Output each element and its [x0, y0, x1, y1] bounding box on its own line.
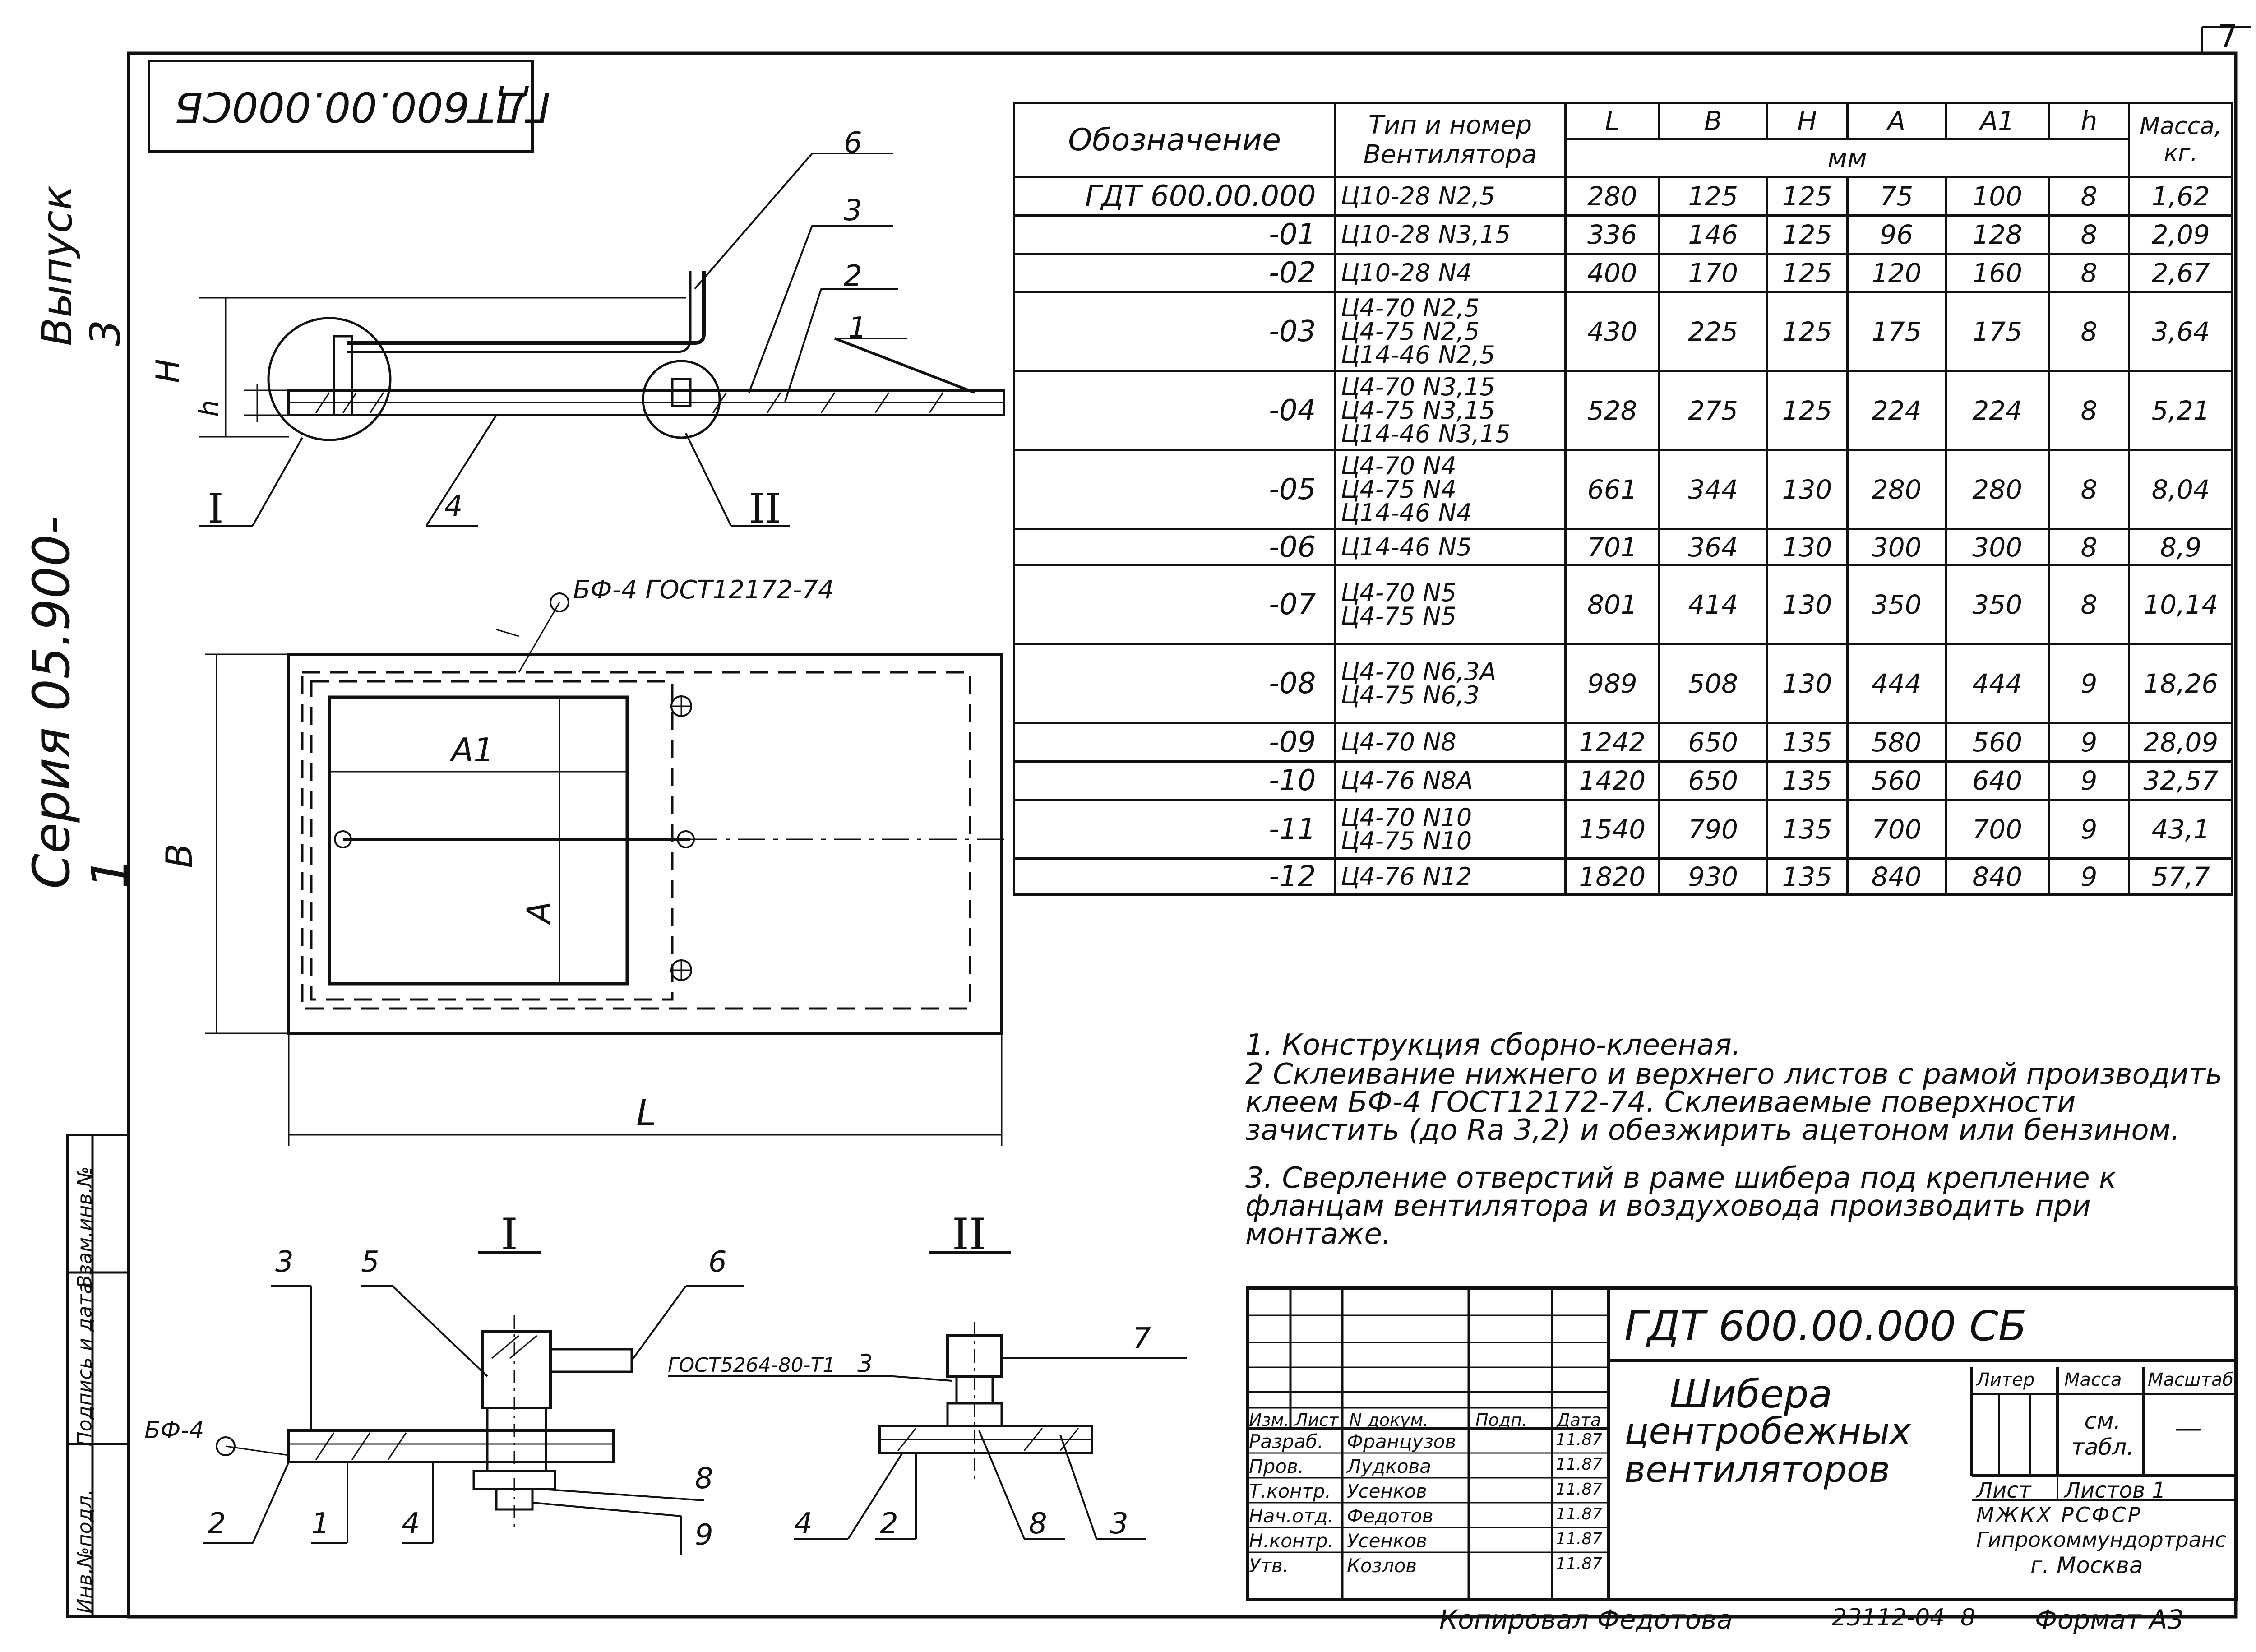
leader-2: 2 — [844, 259, 862, 293]
tb-mass-value: см. табл. — [2071, 1408, 2134, 1460]
cell-mass: 5,21 — [2129, 371, 2233, 450]
detail-II-label-3: 3 — [1110, 1507, 1128, 1541]
cell-designation: -08 — [1014, 644, 1335, 723]
tb-scale-value: — — [2175, 1412, 2202, 1444]
cell-H: 130 — [1767, 644, 1847, 723]
cell-A: 444 — [1847, 644, 1946, 723]
cell-mass: 32,57 — [2129, 762, 2233, 800]
dim-label-B: B — [158, 843, 200, 868]
cell-H: 125 — [1767, 216, 1847, 254]
tb-name: Лудкова — [1347, 1455, 1432, 1477]
th-designation: Обозначение — [1014, 103, 1335, 177]
cell-L: 1420 — [1565, 762, 1659, 800]
cell-A1: 128 — [1946, 216, 2048, 254]
cell-A: 300 — [1847, 529, 1946, 565]
cell-h: 8 — [2049, 254, 2129, 292]
cell-mass: 3,64 — [2129, 292, 2233, 371]
title-line-3: вентиляторов — [1624, 1448, 1890, 1490]
cell-L: 989 — [1565, 644, 1659, 723]
cell-h: 9 — [2049, 762, 2129, 800]
cell-B: 650 — [1659, 762, 1767, 800]
detail-II-label-2: 2 — [880, 1507, 898, 1541]
tb-org-2: Гипрокоммундортранс — [1976, 1527, 2227, 1552]
tb-head-izm: Изм. — [1249, 1410, 1290, 1430]
cell-mass: 1,62 — [2129, 177, 2233, 216]
tb-org-1: МЖКХ РСФСР — [1976, 1503, 2142, 1527]
cell-H: 130 — [1767, 450, 1847, 529]
tb-sheets: Листов 1 — [2064, 1478, 2166, 1503]
cell-L: 1820 — [1565, 859, 1659, 895]
tb-liter: Литер — [1976, 1370, 2035, 1390]
cell-B: 225 — [1659, 292, 1767, 371]
tb-name: Усенков — [1347, 1530, 1427, 1552]
cell-A: 175 — [1847, 292, 1946, 371]
note-2: 2 Склеивание нижнего и верхнего листов с рамой производить клеем БФ-4 ГОСТ12172-74. Склеиваемые поверхности зачистить (до Ra 3,2) и обезжирить ацетоном или бензином. — [1245, 1058, 2223, 1147]
fan-type-line: Ц4-70 N3,15 — [1341, 373, 1495, 401]
cell-designation: -06 — [1014, 529, 1335, 565]
fan-type-line: Ц4-75 N10 — [1341, 826, 1472, 855]
detail-II-title: II — [952, 1209, 986, 1260]
cell-h: 8 — [2049, 529, 2129, 565]
stamp-label-repl: Взам.инв.№ — [73, 1166, 97, 1289]
dim-label-H: H — [149, 358, 187, 384]
cell-designation: ГДТ 600.00.000 — [1014, 177, 1335, 216]
fan-type-line: Ц14-46 N2,5 — [1341, 341, 1495, 369]
fan-type-line: Ц4-70 N10 — [1341, 803, 1472, 832]
cell-B: 170 — [1659, 254, 1767, 292]
cell-h: 8 — [2049, 292, 2129, 371]
cell-H: 135 — [1767, 859, 1847, 895]
cell-H: 135 — [1767, 800, 1847, 859]
cell-mass: 43,1 — [2129, 800, 2233, 859]
cell-h: 9 — [2049, 644, 2129, 723]
note-3: 3. Сверление отверстий в раме шибера под крепление к фланцам вентилятора и воздуховода производить при монтаже. — [1245, 1161, 2117, 1251]
detail-I-label-8: 8 — [695, 1462, 713, 1495]
footer-sheet-no: 8 — [1960, 1604, 1976, 1631]
th-fan: Тип и номер Вентилятора — [1335, 103, 1565, 177]
stamp-label-inv: Инв.№подл. — [73, 1489, 97, 1614]
cell-mass: 8,04 — [2129, 450, 2233, 529]
cell-h: 9 — [2049, 859, 2129, 895]
fan-type-line: Ц10-28 N4 — [1341, 259, 1472, 287]
tb-role: Нач.отд. — [1249, 1505, 1334, 1527]
cell-designation: -02 — [1014, 254, 1335, 292]
cell-B: 146 — [1659, 216, 1767, 254]
cell-A1: 700 — [1946, 800, 2048, 859]
title-line-2: центробежных — [1624, 1410, 1911, 1452]
footer-copied: Копировал Федотова — [1439, 1604, 1733, 1635]
fan-type-line: Ц4-75 N3,15 — [1341, 396, 1495, 425]
tb-date: 11.87 — [1556, 1505, 1603, 1523]
cell-A: 840 — [1847, 859, 1946, 895]
fan-type-line: Ц10-28 N3,15 — [1341, 220, 1511, 249]
tb-head-sign: Подп. — [1475, 1410, 1528, 1430]
detail-II-label-8: 8 — [1029, 1507, 1047, 1541]
footer-number: 23112-04 — [1832, 1604, 1945, 1631]
cell-L: 701 — [1565, 529, 1659, 565]
cell-designation: -05 — [1014, 450, 1335, 529]
cell-A1: 224 — [1946, 371, 2048, 450]
cell-mass: 2,09 — [2129, 216, 2233, 254]
tb-head-doc: N докум. — [1349, 1410, 1429, 1430]
tb-date: 11.87 — [1556, 1480, 1603, 1499]
cell-designation: -11 — [1014, 800, 1335, 859]
tb-role: Пров. — [1249, 1455, 1304, 1477]
cell-designation: -07 — [1014, 565, 1335, 644]
cell-A: 280 — [1847, 450, 1946, 529]
th-mass: Масса, кг. — [2129, 103, 2233, 177]
th-L: L — [1565, 103, 1659, 139]
leader-II: II — [749, 485, 781, 532]
cell-H: 135 — [1767, 762, 1847, 800]
dim-label-A: A — [520, 901, 558, 924]
cell-L: 528 — [1565, 371, 1659, 450]
cell-H: 130 — [1767, 529, 1847, 565]
tb-date: 11.87 — [1556, 1455, 1603, 1474]
cell-B: 364 — [1659, 529, 1767, 565]
detail-II-weld-size: 3 — [857, 1349, 873, 1378]
tb-date: 11.87 — [1556, 1555, 1603, 1573]
cell-mass: 2,67 — [2129, 254, 2233, 292]
tb-name: Федотов — [1347, 1505, 1433, 1527]
leader-4: 4 — [444, 490, 463, 523]
fan-type-line: Ц14-46 N3,15 — [1341, 420, 1511, 448]
cell-h: 8 — [2049, 371, 2129, 450]
dim-label-A1: A1 — [451, 731, 495, 769]
cell-B: 275 — [1659, 371, 1767, 450]
th-B: B — [1659, 103, 1767, 139]
cell-designation: -03 — [1014, 292, 1335, 371]
fan-type-line: Ц4-70 N8 — [1341, 728, 1456, 756]
tb-mass-head: Масса — [2064, 1370, 2122, 1390]
cell-A: 560 — [1847, 762, 1946, 800]
cell-A: 120 — [1847, 254, 1946, 292]
cell-A1: 560 — [1946, 723, 2048, 762]
dim-label-h: h — [194, 399, 226, 417]
stamp-label-sign: Подпись и дата — [73, 1282, 97, 1447]
cell-B: 344 — [1659, 450, 1767, 529]
cell-H: 125 — [1767, 292, 1847, 371]
footer-format: Формат А3 — [2035, 1604, 2184, 1635]
fan-type-line: Ц4-76 N12 — [1341, 862, 1472, 891]
detail-I-label-2: 2 — [208, 1507, 226, 1541]
fan-type-line: Ц4-70 N2,5 — [1341, 294, 1480, 322]
th-A1: A1 — [1946, 103, 2048, 139]
detail-II-label-7: 7 — [1133, 1322, 1151, 1356]
cell-A: 224 — [1847, 371, 1946, 450]
tb-role: Разраб. — [1249, 1430, 1324, 1453]
detail-II-weld-note: ГОСТ5264-80-Т1 — [668, 1354, 836, 1377]
cell-mass: 10,14 — [2129, 565, 2233, 644]
cell-H: 125 — [1767, 254, 1847, 292]
cell-A1: 640 — [1946, 762, 2048, 800]
tb-scale-head: Масштаб — [2148, 1370, 2234, 1390]
cell-mass: 18,26 — [2129, 644, 2233, 723]
detail-I-label-1: 1 — [311, 1507, 330, 1541]
cell-designation: -09 — [1014, 723, 1335, 762]
detail-I-label-4: 4 — [402, 1507, 420, 1541]
cell-L: 661 — [1565, 450, 1659, 529]
cell-L: 801 — [1565, 565, 1659, 644]
detail-I-label-6: 6 — [708, 1245, 727, 1279]
cell-A1: 300 — [1946, 529, 2048, 565]
cell-A1: 350 — [1946, 565, 2048, 644]
cell-L: 280 — [1565, 177, 1659, 216]
tb-date: 11.87 — [1556, 1430, 1603, 1449]
side-series-title: Серия 05.900-1 — [23, 516, 140, 889]
cell-L: 400 — [1565, 254, 1659, 292]
cell-mass: 57,7 — [2129, 859, 2233, 895]
cell-L: 1540 — [1565, 800, 1659, 859]
cell-L: 336 — [1565, 216, 1659, 254]
cell-A: 96 — [1847, 216, 1946, 254]
fan-type-line: Ц10-28 N2,5 — [1341, 182, 1495, 210]
detail-I-label-3: 3 — [275, 1245, 294, 1279]
detail-I-label-5: 5 — [361, 1245, 379, 1279]
cell-A1: 280 — [1946, 450, 2048, 529]
cell-h: 8 — [2049, 216, 2129, 254]
rotated-stamp-code: ГДТ600.00.000СБ — [174, 83, 550, 131]
cell-designation: -01 — [1014, 216, 1335, 254]
cell-A1: 175 — [1946, 292, 2048, 371]
fan-type-line: Ц4-75 N4 — [1341, 475, 1456, 504]
fan-type-line: Ц4-70 N4 — [1341, 452, 1456, 480]
tb-head-date: Дата — [1557, 1410, 1601, 1430]
corner-sheet-number: 7 — [2218, 18, 2238, 55]
cell-h: 9 — [2049, 800, 2129, 859]
leader-3: 3 — [844, 194, 862, 227]
fan-type-line: Ц14-46 N5 — [1341, 532, 1472, 561]
detail-I-label-bf4: БФ-4 — [144, 1417, 204, 1444]
cell-mass: 28,09 — [2129, 723, 2233, 762]
tb-date: 11.87 — [1556, 1530, 1603, 1548]
title-code: ГДТ 600.00.000 СБ — [1624, 1302, 2027, 1350]
cell-A: 350 — [1847, 565, 1946, 644]
cell-H: 130 — [1767, 565, 1847, 644]
cell-h: 8 — [2049, 450, 2129, 529]
th-unit: мм — [1565, 139, 2129, 177]
fan-type-line: Ц4-75 N2,5 — [1341, 317, 1480, 346]
fan-type-line: Ц4-75 N5 — [1341, 602, 1456, 630]
leader-1: 1 — [848, 311, 867, 345]
cell-A: 75 — [1847, 177, 1946, 216]
th-h: h — [2049, 103, 2129, 139]
cell-A1: 840 — [1946, 859, 2048, 895]
tb-sheet: Лист — [1976, 1478, 2031, 1503]
th-H: H — [1767, 103, 1847, 139]
fan-type-line: Ц4-75 N6,3 — [1341, 681, 1480, 709]
title-line-1: Шибера — [1669, 1372, 1833, 1417]
leader-I: I — [208, 485, 224, 532]
cell-B: 508 — [1659, 644, 1767, 723]
tb-role: Т.контр. — [1249, 1480, 1331, 1502]
tb-name: Козлов — [1347, 1555, 1417, 1577]
cell-B: 650 — [1659, 723, 1767, 762]
detail-I-title: I — [501, 1209, 518, 1260]
cell-H: 125 — [1767, 371, 1847, 450]
cell-mass: 8,9 — [2129, 529, 2233, 565]
dim-label-L: L — [636, 1092, 656, 1134]
cell-L: 1242 — [1565, 723, 1659, 762]
cell-h: 8 — [2049, 565, 2129, 644]
cell-h: 9 — [2049, 723, 2129, 762]
cell-designation: -12 — [1014, 859, 1335, 895]
detail-II-label-4: 4 — [794, 1507, 813, 1541]
cell-designation: -10 — [1014, 762, 1335, 800]
cell-A: 580 — [1847, 723, 1946, 762]
tb-role: Н.контр. — [1249, 1530, 1334, 1552]
cell-H: 125 — [1767, 177, 1847, 216]
tb-name: Усенков — [1347, 1480, 1427, 1502]
tb-name: Французов — [1347, 1430, 1456, 1453]
cell-A: 700 — [1847, 800, 1946, 859]
cell-A1: 100 — [1946, 177, 2048, 216]
cell-A1: 160 — [1946, 254, 2048, 292]
cell-h: 8 — [2049, 177, 2129, 216]
fan-type-line: Ц4-70 N5 — [1341, 578, 1456, 607]
th-A: A — [1847, 103, 1946, 139]
tb-org-3: г. Москва — [2030, 1552, 2143, 1578]
cell-designation: -04 — [1014, 371, 1335, 450]
tb-head-list: Лист — [1295, 1410, 1339, 1430]
cell-B: 125 — [1659, 177, 1767, 216]
note-1: 1. Конструкция сборно-клееная. — [1245, 1028, 1741, 1062]
cell-L: 430 — [1565, 292, 1659, 371]
side-issue-title: Выпуск 3 — [33, 185, 129, 346]
cell-B: 414 — [1659, 565, 1767, 644]
fan-type-line: Ц4-70 N6,3А — [1341, 657, 1497, 686]
cell-B: 790 — [1659, 800, 1767, 859]
tb-role: Утв. — [1249, 1555, 1289, 1577]
fan-type-line: Ц14-46 N4 — [1341, 499, 1472, 527]
cell-H: 135 — [1767, 723, 1847, 762]
fan-type-line: Ц4-76 N8А — [1341, 766, 1473, 795]
glue-note: БФ-4 ГОСТ12172-74 — [573, 575, 834, 605]
cell-B: 930 — [1659, 859, 1767, 895]
cell-A1: 444 — [1946, 644, 2048, 723]
detail-I-label-9: 9 — [695, 1518, 713, 1552]
leader-6: 6 — [844, 126, 862, 160]
